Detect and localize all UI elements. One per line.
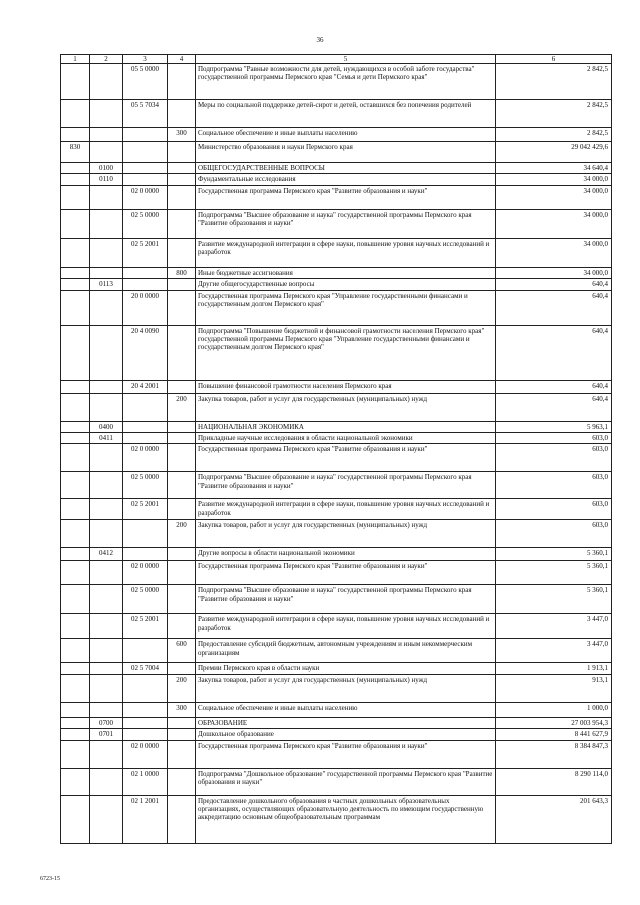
header-cell: 1 [61,55,90,64]
target-article-cell [123,267,168,278]
ministry-code-cell [61,472,90,499]
amount-cell: 34 000,0 [496,267,612,278]
description-cell: Меры по социальной поддержке детей-сирот и детей, оставшихся без попечения родителей [196,100,496,128]
ministry-code-cell [61,279,90,290]
amount-cell: 8 384 847,3 [496,740,612,768]
ministry-code-cell [61,585,90,614]
amount-cell: 1 913,1 [496,663,612,674]
amount-cell: 5 360,1 [496,561,612,585]
amount-cell: 2 842,5 [496,100,612,128]
section-code-cell: 0100 [90,163,123,174]
amount-cell: 29 042 429,6 [496,142,612,163]
description-cell: Прикладные научные исследования в области национальной экономики [196,433,496,444]
target-article-cell [123,702,168,717]
header-cell: 6 [496,55,612,64]
ministry-code-cell [61,663,90,674]
target-article-cell [123,639,168,663]
section-code-cell [90,561,123,585]
table-row [61,267,612,278]
section-code-cell: 0412 [90,548,123,561]
ministry-code-cell [61,163,90,174]
ministry-code-cell [61,561,90,585]
table-row [61,279,612,290]
amount-cell: 603,0 [496,499,612,520]
section-code-cell [90,444,123,472]
ministry-code-cell [61,421,90,432]
table-row [61,290,612,325]
section-code-cell [90,325,123,380]
description-cell: Государственная программа Пермского края "Развитие образования и науки" [196,740,496,768]
section-code-cell: 0700 [90,717,123,728]
target-article-cell [123,520,168,548]
amount-cell: 34 000,0 [496,209,612,238]
ministry-code-cell [61,674,90,702]
amount-cell: 603,0 [496,444,612,472]
table-row [61,209,612,238]
amount-cell: 34 000,0 [496,185,612,209]
target-article-cell: 02 0 0000 [123,561,168,585]
section-code-cell [90,674,123,702]
amount-cell: 640,4 [496,325,612,380]
description-cell: Социальное обеспечение и иные выплаты населению [196,702,496,717]
target-article-cell: 02 1 0000 [123,768,168,795]
section-code-cell [90,639,123,663]
target-article-cell: 02 5 2001 [123,614,168,639]
expense-type-cell [168,290,196,325]
target-article-cell [123,433,168,444]
ministry-code-cell [61,729,90,740]
target-article-cell [123,421,168,432]
description-cell: Развитие международной интеграции в сфере науки, повышение уровня научных исследований и разработок [196,238,496,267]
section-code-cell [90,740,123,768]
expense-type-cell: 200 [168,393,196,421]
table-row [61,163,612,174]
target-article-cell: 02 0 0000 [123,444,168,472]
table-row [61,174,612,185]
section-code-cell [90,702,123,717]
section-code-cell: 0701 [90,729,123,740]
ministry-code-cell [61,768,90,795]
section-code-cell [90,100,123,128]
description-cell: Другие общегосударственные вопросы [196,279,496,290]
description-cell: Подпрограмма "Равные возможности для детей, нуждающихся в особой заботе государства" государственной программы Пермского края "Семья и дети Пермского края" [196,64,496,100]
section-code-cell [90,380,123,393]
table-row [61,717,612,728]
amount-cell: 34 640,4 [496,163,612,174]
expense-type-cell [168,185,196,209]
description-cell: Подпрограмма "Высшее образование и наука" государственной программы Пермского края "Развитие образования и науки" [196,209,496,238]
description-cell: НАЦИОНАЛЬНАЯ ЭКОНОМИКА [196,421,496,432]
table-row [61,421,612,432]
table-row [61,740,612,768]
expense-type-cell [168,499,196,520]
amount-cell: 640,4 [496,380,612,393]
description-cell: Дошкольное образование [196,729,496,740]
target-article-cell: 05 5 0000 [123,64,168,100]
description-cell: Подпрограмма "Высшее образование и наука" государственной программы Пермского края "Развитие образования и науки" [196,472,496,499]
amount-cell: 640,4 [496,279,612,290]
description-cell: ОБЩЕГОСУДАРСТВЕННЫЕ ВОПРОСЫ [196,163,496,174]
ministry-code-cell [61,795,90,843]
table-row [61,325,612,380]
expense-type-cell [168,238,196,267]
section-code-cell [90,795,123,843]
target-article-cell: 20 4 2001 [123,380,168,393]
description-cell: Развитие международной интеграции в сфере науки, повышение уровня научных исследований и разработок [196,499,496,520]
description-cell: Предоставление дошкольного образования в частных дошкольных образовательных организациях, осуществляющих образовательную деятельность по имеющим государственную аккредитацию основным общеобразовательным программам [196,795,496,843]
amount-cell: 27 003 954,3 [496,717,612,728]
section-code-cell [90,663,123,674]
amount-cell: 201 643,3 [496,795,612,843]
section-code-cell [90,185,123,209]
ministry-code-cell [61,548,90,561]
expense-type-cell [168,548,196,561]
table-row [61,100,612,128]
ministry-code-cell [61,174,90,185]
ministry-code-cell [61,100,90,128]
section-code-cell: 0400 [90,421,123,432]
section-code-cell [90,290,123,325]
expense-type-cell [168,795,196,843]
ministry-code-cell [61,238,90,267]
description-cell: Подпрограмма "Дошкольное образование" государственной программы Пермского края "Развитие образования и науки" [196,768,496,795]
target-article-cell [123,142,168,163]
budget-table-body [61,55,612,844]
table-header-row [61,55,612,64]
amount-cell: 913,1 [496,674,612,702]
target-article-cell: 02 5 7004 [123,663,168,674]
target-article-cell [123,163,168,174]
expense-type-cell [168,325,196,380]
header-cell: 3 [123,55,168,64]
amount-cell: 5 360,1 [496,585,612,614]
ministry-code-cell [61,639,90,663]
header-cell: 5 [196,55,496,64]
description-cell: Премии Пермского края в области науки [196,663,496,674]
section-code-cell [90,499,123,520]
table-row [61,393,612,421]
expense-type-cell [168,209,196,238]
description-cell: Закупка товаров, работ и услуг для государственных (муниципальных) нужд [196,393,496,421]
page-number: 36 [316,36,324,44]
description-cell: Подпрограмма "Высшее образование и наука" государственной программы Пермского края "Развитие образования и науки" [196,585,496,614]
expense-type-cell [168,768,196,795]
header-cell: 2 [90,55,123,64]
header-cell: 4 [168,55,196,64]
section-code-cell [90,209,123,238]
description-cell: Закупка товаров, работ и услуг для государственных (муниципальных) нужд [196,674,496,702]
target-article-cell: 02 0 0000 [123,740,168,768]
amount-cell: 8 290 114,0 [496,768,612,795]
description-cell: Повышение финансовой грамотности населения Пермского края [196,380,496,393]
expense-type-cell [168,100,196,128]
section-code-cell [90,768,123,795]
target-article-cell: 02 5 2001 [123,499,168,520]
table-row [61,702,612,717]
expense-type-cell [168,163,196,174]
expense-type-cell: 600 [168,639,196,663]
amount-cell: 1 000,0 [496,702,612,717]
table-row [61,499,612,520]
footer-code: 6723-15 [40,876,60,882]
section-code-cell: 0110 [90,174,123,185]
ministry-code-cell [61,209,90,238]
section-code-cell [90,64,123,100]
section-code-cell [90,472,123,499]
expense-type-cell [168,142,196,163]
ministry-code-cell [61,267,90,278]
amount-cell: 603,0 [496,520,612,548]
ministry-code-cell: 830 [61,142,90,163]
section-code-cell: 0113 [90,279,123,290]
description-cell: Иные бюджетные ассигнования [196,267,496,278]
table-row [61,64,612,100]
section-code-cell [90,267,123,278]
amount-cell: 3 447,0 [496,639,612,663]
ministry-code-cell [61,444,90,472]
amount-cell: 603,0 [496,472,612,499]
table-row [61,185,612,209]
expense-type-cell [168,729,196,740]
ministry-code-cell [61,499,90,520]
table-row [61,128,612,142]
description-cell: Предоставление субсидий бюджетным, автономным учреждениям и иным некоммерческим организациям [196,639,496,663]
expense-type-cell [168,64,196,100]
budget-table [60,54,612,844]
ministry-code-cell [61,433,90,444]
expense-type-cell [168,279,196,290]
table-row [61,729,612,740]
expense-type-cell: 300 [168,702,196,717]
table-row [61,795,612,843]
target-article-cell: 20 4 0090 [123,325,168,380]
expense-type-cell [168,433,196,444]
description-cell: Подпрограмма "Повышение бюджетной и финансовой грамотности населения Пермского края" государственной программы Пермского края "Управление государственными финансами и государственным долгом Пермского края" [196,325,496,380]
target-article-cell [123,128,168,142]
expense-type-cell [168,472,196,499]
target-article-cell: 02 5 2001 [123,238,168,267]
expense-type-cell [168,614,196,639]
target-article-cell [123,174,168,185]
expense-type-cell [168,380,196,393]
table-row [61,639,612,663]
table-row [61,585,612,614]
description-cell: Развитие международной интеграции в сфере науки, повышение уровня научных исследований и разработок [196,614,496,639]
expense-type-cell [168,585,196,614]
expense-type-cell [168,663,196,674]
ministry-code-cell [61,290,90,325]
table-row [61,238,612,267]
expense-type-cell: 300 [168,128,196,142]
description-cell: Государственная программа Пермского края "Развитие образования и науки" [196,561,496,585]
section-code-cell [90,585,123,614]
ministry-code-cell [61,128,90,142]
section-code-cell [90,520,123,548]
table-row [61,663,612,674]
amount-cell: 2 842,5 [496,64,612,100]
section-code-cell [90,614,123,639]
description-cell: Закупка товаров, работ и услуг для государственных (муниципальных) нужд [196,520,496,548]
ministry-code-cell [61,717,90,728]
expense-type-cell: 200 [168,520,196,548]
table-row [61,614,612,639]
description-cell: Государственная программа Пермского края "Развитие образования и науки" [196,185,496,209]
target-article-cell [123,729,168,740]
amount-cell: 34 000,0 [496,238,612,267]
target-article-cell [123,717,168,728]
target-article-cell: 02 5 0000 [123,472,168,499]
target-article-cell: 02 5 0000 [123,585,168,614]
section-code-cell: 0411 [90,433,123,444]
ministry-code-cell [61,520,90,548]
target-article-cell: 20 0 0000 [123,290,168,325]
description-cell: Министерство образования и науки Пермского края [196,142,496,163]
expense-type-cell [168,561,196,585]
description-cell: Государственная программа Пермского края "Управление государственными финансами и государственным долгом Пермского края" [196,290,496,325]
ministry-code-cell [61,380,90,393]
expense-type-cell [168,421,196,432]
amount-cell: 34 000,0 [496,174,612,185]
description-cell: ОБРАЗОВАНИЕ [196,717,496,728]
ministry-code-cell [61,64,90,100]
target-article-cell: 02 0 0000 [123,185,168,209]
amount-cell: 640,4 [496,290,612,325]
ministry-code-cell [61,702,90,717]
description-cell: Другие вопросы в области национальной экономики [196,548,496,561]
amount-cell: 2 842,5 [496,128,612,142]
section-code-cell [90,142,123,163]
amount-cell: 5 360,1 [496,548,612,561]
amount-cell: 640,4 [496,393,612,421]
target-article-cell: 02 1 2001 [123,795,168,843]
expense-type-cell [168,444,196,472]
target-article-cell [123,279,168,290]
amount-cell: 3 447,0 [496,614,612,639]
amount-cell: 5 963,1 [496,421,612,432]
table-row [61,561,612,585]
expense-type-cell [168,717,196,728]
expense-type-cell [168,740,196,768]
table-row [61,444,612,472]
table-row [61,768,612,795]
expense-type-cell [168,174,196,185]
ministry-code-cell [61,185,90,209]
section-code-cell [90,238,123,267]
amount-cell: 603,0 [496,433,612,444]
section-code-cell [90,393,123,421]
ministry-code-cell [61,325,90,380]
expense-type-cell: 200 [168,674,196,702]
table-row [61,520,612,548]
target-article-cell: 02 5 0000 [123,209,168,238]
target-article-cell [123,674,168,702]
section-code-cell [90,128,123,142]
table-row [61,380,612,393]
ministry-code-cell [61,393,90,421]
target-article-cell [123,393,168,421]
table-row [61,674,612,702]
table-row [61,548,612,561]
ministry-code-cell [61,740,90,768]
table-row [61,472,612,499]
description-cell: Социальное обеспечение и иные выплаты населению [196,128,496,142]
table-row [61,433,612,444]
target-article-cell: 05 5 7034 [123,100,168,128]
table-row [61,142,612,163]
expense-type-cell: 800 [168,267,196,278]
target-article-cell [123,548,168,561]
amount-cell: 8 441 627,9 [496,729,612,740]
ministry-code-cell [61,614,90,639]
description-cell: Государственная программа Пермского края "Развитие образования и науки" [196,444,496,472]
description-cell: Фундаментальные исследования [196,174,496,185]
